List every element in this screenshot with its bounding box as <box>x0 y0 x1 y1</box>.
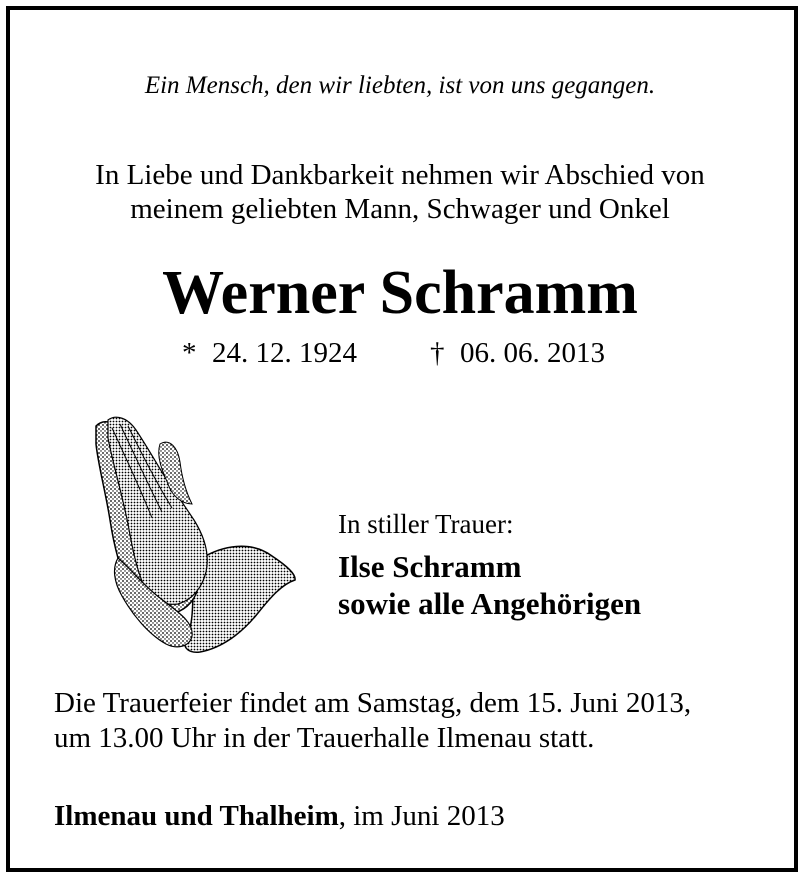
birth-date: 24. 12. 1924 <box>212 337 357 369</box>
mourner-line: Ilse Schramm <box>338 549 522 584</box>
death-symbol: † <box>430 337 445 369</box>
closing-date: , im Juni 2013 <box>338 800 505 832</box>
intro-line: In Liebe und Dankbarkeit nehmen wir Abschied von <box>95 159 705 191</box>
mourner-line: sowie alle Angehörigen <box>338 586 642 621</box>
funeral-line: um 13.00 Uhr in der Trauerhalle Ilmenau statt. <box>54 722 595 754</box>
death-date: 06. 06. 2013 <box>460 337 605 369</box>
birth-date-row <box>182 336 357 370</box>
funeral-info <box>54 686 691 756</box>
praying-hands-icon <box>82 408 302 658</box>
closing-place: Ilmenau und Thalheim <box>54 800 339 832</box>
motto-text: Ein Mensch, den wir liebten, ist von uns gegangen. <box>144 72 656 99</box>
intro-text <box>0 158 800 226</box>
mourners-names <box>338 548 641 622</box>
mourners-label: In stiller Trauer: <box>338 509 514 539</box>
intro-line: meinem geliebten Mann, Schwager und Onkel <box>130 193 670 225</box>
death-date-row <box>430 336 605 370</box>
mourners-block <box>338 508 641 622</box>
birth-symbol: * <box>182 337 197 369</box>
deceased-name: Werner Schramm <box>162 259 638 327</box>
funeral-line: Die Trauerfeier findet am Samstag, dem 15. Juni 2013, <box>54 687 692 719</box>
closing-line <box>54 799 505 834</box>
